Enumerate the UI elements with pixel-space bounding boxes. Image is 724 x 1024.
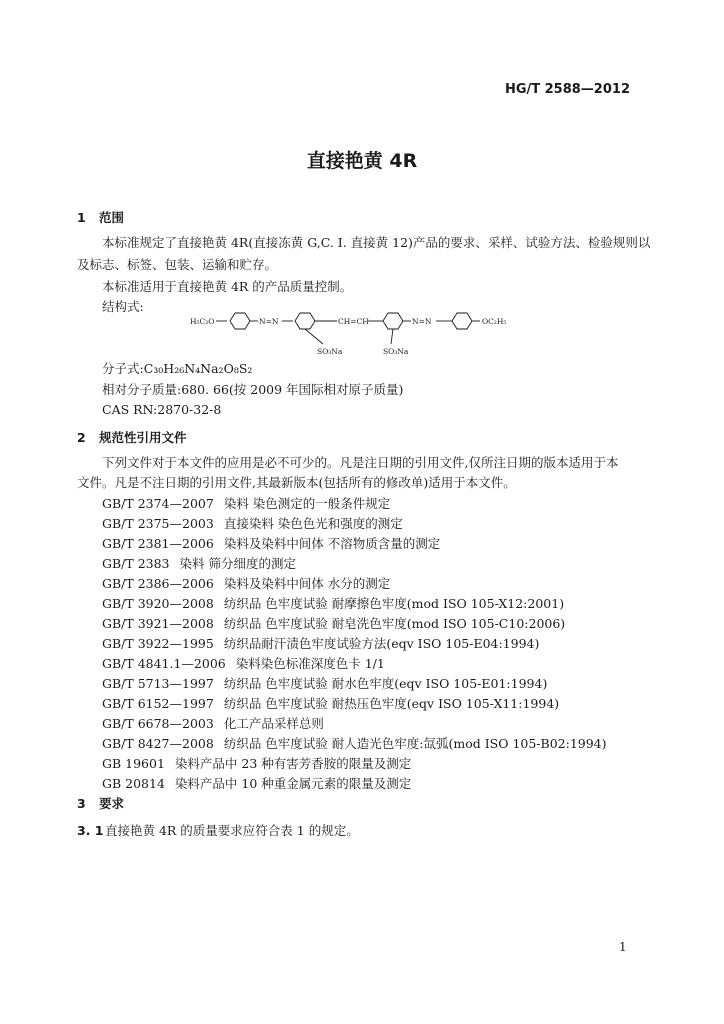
section-number: 1 — [77, 210, 86, 225]
reference-title: 染料 染色测定的一般条件规定 — [223, 496, 391, 511]
reference-item — [102, 514, 607, 534]
reference-item — [102, 674, 607, 694]
benzene-ring-1 — [230, 313, 250, 329]
structure-label: 结构式: — [102, 299, 144, 314]
section-title: 范围 — [99, 210, 125, 225]
clause-number: 3. 1 — [77, 823, 104, 838]
reference-title: 纺织品 色牢度试验 耐水色牢度(eqv ISO 105-E01:1994) — [223, 676, 548, 691]
reference-code: GB 19601 — [102, 756, 165, 771]
reference-title: 纺织品耐汗渍色牢度试验方法(eqv ISO 105-E04:1994) — [223, 636, 540, 651]
section-3-heading — [77, 794, 124, 812]
reference-item — [102, 614, 607, 634]
reference-code: GB 20814 — [102, 776, 165, 791]
reference-title: 染料产品中 23 种有害芳香胺的限量及测定 — [174, 756, 412, 771]
reference-code: GB/T 5713—1997 — [102, 676, 214, 691]
reference-title: 染料及染料中间体 不溶物质含量的测定 — [223, 536, 441, 551]
reference-item — [102, 694, 607, 714]
reference-code: GB/T 2375—2003 — [102, 516, 214, 531]
reference-title: 纺织品 色牢度试验 耐摩擦色牢度(mod ISO 105-X12:2001) — [223, 596, 565, 611]
clause-3-1 — [77, 821, 359, 839]
reference-code: GB/T 4841.1—2006 — [102, 656, 226, 671]
reference-title: 直接染料 染色色光和强度的测定 — [223, 516, 403, 531]
reference-item — [102, 494, 607, 514]
reference-title: 纺织品 色牢度试验 耐人造光色牢度:氙弧(mod ISO 105-B02:1994) — [223, 736, 607, 751]
reference-title: 纺织品 色牢度试验 耐皂洗色牢度(mod ISO 105-C10:2006) — [223, 616, 566, 631]
reference-code: GB/T 8427—2008 — [102, 736, 214, 751]
normative-intro-line-2: 文件。凡是不注日期的引用文件,其最新版本(包括所有的修改单)适用于本文件。 — [77, 475, 516, 490]
reference-item — [102, 554, 607, 574]
document-title: 直接艳黄 4R — [306, 150, 418, 172]
section-title: 要求 — [99, 796, 125, 811]
left-sulfonate-group: SO₃Na — [317, 347, 343, 356]
reference-code: GB/T 3922—1995 — [102, 636, 214, 651]
reference-title: 染料及染料中间体 水分的测定 — [223, 576, 391, 591]
molecular-mass: 相对分子质量:680. 66(按 2009 年国际相对原子质量) — [102, 382, 404, 397]
left-azo-bond: N=N — [259, 317, 279, 326]
reference-code: GB/T 6152—1997 — [102, 696, 214, 711]
benzene-ring-4 — [452, 313, 472, 329]
reference-code: GB/T 2381—2006 — [102, 536, 214, 551]
reference-title: 染料产品中 10 种重金属元素的限量及测定 — [174, 776, 412, 791]
reference-title: 染料染色标准深度色卡 1/1 — [235, 656, 385, 671]
benzene-ring-3 — [383, 313, 403, 329]
reference-item — [102, 714, 607, 734]
reference-item — [102, 734, 607, 754]
reference-item — [102, 754, 607, 774]
scope-paragraph-2: 本标准适用于直接艳黄 4R 的产品质量控制。 — [102, 279, 353, 294]
reference-list — [102, 494, 607, 794]
section-number: 2 — [77, 430, 86, 445]
right-sulfonate-group: SO₃Na — [383, 347, 409, 356]
benzene-ring-2 — [295, 313, 315, 329]
reference-item — [102, 774, 607, 794]
section-number: 3 — [77, 796, 86, 811]
page-number: 1 — [619, 940, 627, 954]
section-title: 规范性引用文件 — [99, 430, 187, 445]
reference-code: GB/T 2386—2006 — [102, 576, 214, 591]
scope-paragraph-line-1: 本标准规定了直接艳黄 4R(直接冻黄 G,C. I. 直接黄 12)产品的要求、采样、试验方法、检验规则以 — [102, 235, 651, 250]
reference-item — [102, 534, 607, 554]
reference-code: GB/T 3920—2008 — [102, 596, 214, 611]
reference-code: GB/T 2374—2007 — [102, 496, 214, 511]
section-1-heading — [77, 208, 124, 226]
reference-code: GB/T 2383 — [102, 556, 170, 571]
cas-number: CAS RN:2870-32-8 — [102, 402, 222, 417]
reference-item — [102, 594, 607, 614]
section-2-heading — [77, 428, 187, 446]
reference-item — [102, 654, 607, 674]
left-ethoxy-group: H₅C₂O — [190, 317, 215, 326]
reference-code: GB/T 3921—2008 — [102, 616, 214, 631]
right-azo-bond: N=N — [412, 317, 432, 326]
scope-paragraph-line-2: 及标志、标签、包装、运输和贮存。 — [77, 257, 278, 272]
clause-text: 直接艳黄 4R 的质量要求应符合表 1 的规定。 — [105, 823, 359, 838]
normative-intro-line-1: 下列文件对于本文件的应用是必不可少的。凡是注日期的引用文件,仅所注日期的版本适用于本 — [102, 455, 619, 470]
reference-title: 化工产品采样总则 — [223, 716, 324, 731]
reference-item — [102, 634, 607, 654]
reference-code: GB/T 6678—2003 — [102, 716, 214, 731]
standard-code: HG/T 2588—2012 — [504, 82, 630, 97]
reference-item — [102, 574, 607, 594]
reference-title: 染料 筛分细度的测定 — [179, 556, 296, 571]
reference-title: 纺织品 色牢度试验 耐热压色牢度(eqv ISO 105-X11:1994) — [223, 696, 560, 711]
right-ethoxy-group: OC₂H₅ — [482, 317, 507, 326]
vinyl-bond: CH=CH — [338, 317, 369, 326]
structural-formula — [190, 305, 520, 357]
molecular-formula: 分子式:C₃₀H₂₆N₄Na₂O₈S₂ — [102, 361, 253, 376]
